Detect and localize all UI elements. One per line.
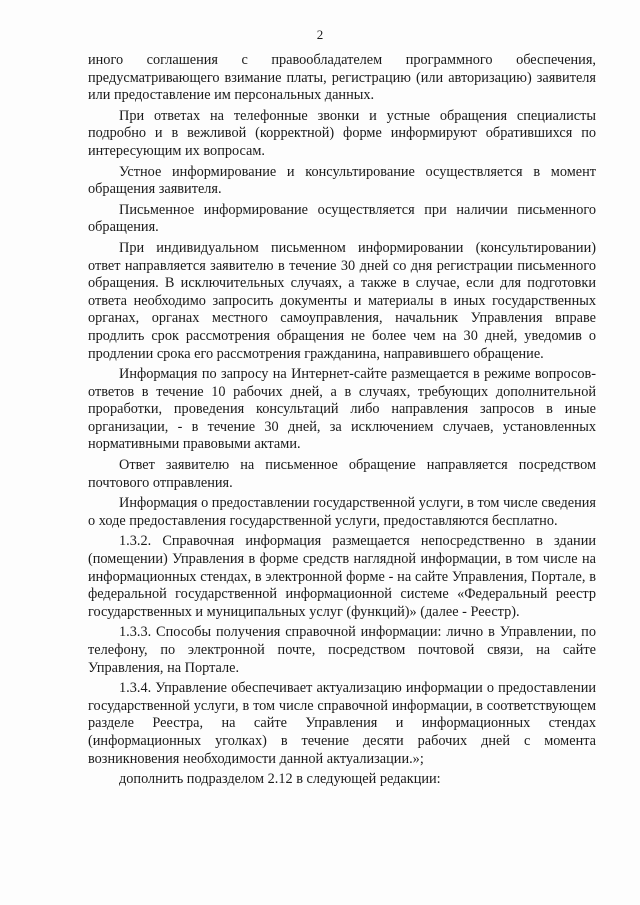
paragraph-individual-written: При индивидуальном письменном информировании (консультировании) ответ направляется заявителю в течение 30 дней со дня регистрации письменного обращения. В исключительных случаях, а также в случае, если для подготовки ответа необходимо запросить документы и материалы в иных государственных органах, органах местного самоуправления, начальник Управления вправе продлить срок рассмотрения обращения не более чем на 30 дней, уведомив о продлении срока его рассмотрения гражданина, направившего обращение. (88, 239, 596, 362)
paragraph-written-informing: Письменное информирование осуществляется при наличии письменного обращения. (88, 201, 596, 236)
paragraph-free-of-charge: Информация о предоставлении государственной услуги, в том числе сведения о ходе предоставления государственной услуги, предоставляются бесплатно. (88, 495, 596, 529)
document-body (88, 52, 596, 789)
page-number: 2 (316, 27, 324, 42)
paragraph-continuation: иного соглашения с правообладателем программного обеспечения, предусматривающего взимание платы, регистрацию (или авторизацию) заявителя или предоставление им персональных данных. (88, 52, 596, 104)
paragraph-1-3-2: 1.3.2. Справочная информация размещается непосредственно в здании (помещении) Управления в форме средств наглядной информации, в том числе на информационных стендах, в электронной форме - на сайте Управления, Портале, в федеральной государственной информационной системе «Федеральный реестр государственных и муниципальных услуг (функций)» (далее - Реестр). (88, 533, 596, 620)
paragraph-postal-reply: Ответ заявителю на письменное обращение направляется посредством почтового отправления. (88, 457, 596, 491)
paragraph-oral-informing: Устное информирование и консультирование осуществляется в момент обращения заявителя. (88, 163, 596, 198)
paragraph-phone-inquiries: При ответах на телефонные звонки и устные обращения специалисты подробно и в вежливой (корректной) форме информируют обратившихся по интересующим их вопросам. (88, 107, 596, 159)
paragraph-internet-requests: Информация по запросу на Интернет-сайте размещается в режиме вопросов-ответов в течение 10 рабочих дней, а в случаях, требующих дополнительной проработки, проведения консультаций либо направления запросов в иные организации, - в течение 30 дней, за исключением случаев, установленных нормативными правовыми актами. (88, 366, 596, 453)
paragraph-1-3-3: 1.3.3. Способы получения справочной информации: лично в Управлении, по телефону, по электронной почте, посредством почтовой связи, на сайте Управления, на Портале. (88, 624, 596, 676)
paragraph-add-subsection: дополнить подразделом 2.12 в следующей редакции: (119, 771, 441, 788)
paragraph-1-3-4: 1.3.4. Управление обеспечивает актуализацию информации о предоставлении государственной услуги, в том числе справочной информации, в соответствующем разделе Реестра, на сайте Управления и информационных стендах (информационных уголках) в течение десяти рабочих дней с момента возникновения необходимости данной актуализации.»; (88, 680, 596, 767)
